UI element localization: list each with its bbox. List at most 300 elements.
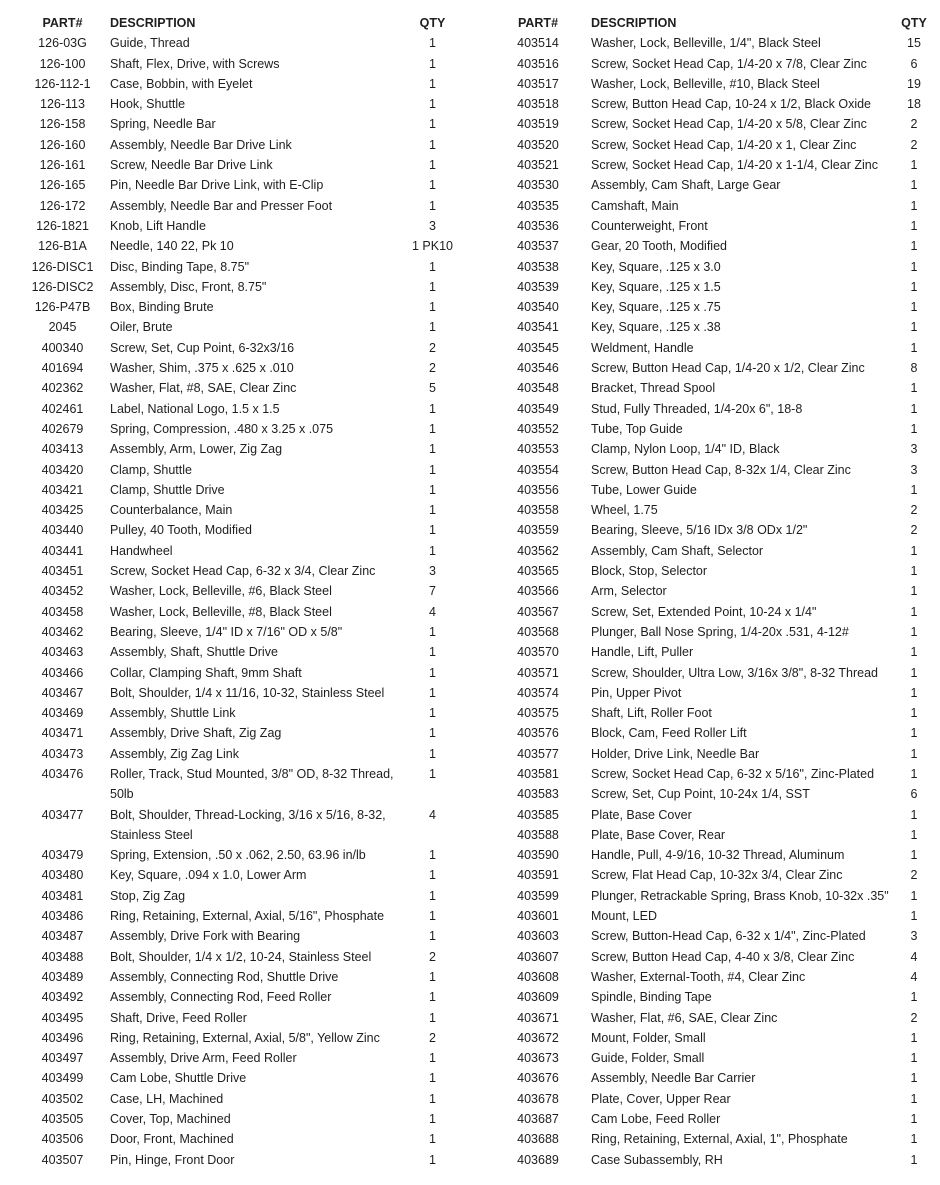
table-row bbox=[508, 175, 932, 195]
part-qty: 1 bbox=[429, 259, 436, 274]
part-qty: 1 bbox=[910, 645, 918, 660]
part-number: 126-161 bbox=[39, 158, 86, 173]
part-description: Handwheel bbox=[110, 543, 173, 558]
part-description: Cover, Top, Machined bbox=[110, 1112, 231, 1127]
part-qty: 1 bbox=[429, 990, 436, 1005]
table-row bbox=[508, 663, 932, 683]
table-row bbox=[30, 663, 455, 683]
part-number: 126-160 bbox=[39, 137, 86, 152]
part-description: Ring, Retaining, External, Axial, 5/16", Phosphate bbox=[110, 909, 385, 924]
part-qty: 1 bbox=[910, 584, 918, 599]
part-qty: 1 bbox=[429, 1091, 436, 1106]
part-qty: 2 bbox=[429, 1030, 436, 1045]
part-qty: 4 bbox=[429, 604, 436, 619]
part-qty: 7 bbox=[429, 584, 436, 599]
part-number: 403539 bbox=[517, 279, 559, 294]
part-qty: 1 bbox=[910, 848, 918, 863]
part-number: 403420 bbox=[41, 462, 84, 477]
table-row bbox=[30, 338, 455, 358]
table-row bbox=[30, 419, 455, 439]
part-description: Key, Square, .125 x 3.0 bbox=[591, 259, 721, 274]
header-qty: QTY bbox=[419, 16, 446, 30]
part-qty: 2 bbox=[429, 949, 436, 964]
part-qty: 1 bbox=[429, 909, 436, 924]
table-row bbox=[30, 460, 455, 480]
part-qty: 8 bbox=[910, 361, 918, 376]
part-number: 403535 bbox=[517, 198, 559, 213]
table-row bbox=[508, 236, 932, 256]
part-description: Bolt, Shoulder, Thread-Locking, 3/16 x 5/16, 8-32, Stainless Steel bbox=[110, 807, 386, 842]
table-row bbox=[508, 764, 932, 784]
table-row bbox=[508, 541, 932, 561]
part-qty: 2 bbox=[910, 523, 918, 538]
part-description: Screw, Socket Head Cap, 1/4-20 x 1-1/4, Clear Zinc bbox=[591, 158, 878, 173]
table-row bbox=[30, 1109, 455, 1129]
part-description: Oiler, Brute bbox=[110, 320, 173, 335]
part-qty: 1 bbox=[429, 401, 436, 416]
table-row bbox=[508, 1150, 932, 1170]
part-description: Assembly, Shaft, Shuttle Drive bbox=[110, 645, 278, 660]
part-number: 403519 bbox=[517, 117, 559, 132]
part-description: Knob, Lift Handle bbox=[110, 218, 206, 233]
part-qty: 1 bbox=[910, 1030, 918, 1045]
part-description: Washer, Lock, Belleville, 1/4", Black Steel bbox=[591, 36, 821, 51]
part-description: Plunger, Retrackable Spring, Brass Knob, 10-32x .35" bbox=[591, 888, 889, 903]
part-description: Gear, 20 Tooth, Modified bbox=[591, 239, 727, 254]
part-number: 403514 bbox=[517, 36, 559, 51]
part-qty: 15 bbox=[907, 36, 921, 51]
part-qty: 1 bbox=[910, 990, 918, 1005]
part-number: 403458 bbox=[41, 604, 84, 619]
table-row bbox=[508, 886, 932, 906]
part-number: 403590 bbox=[517, 848, 559, 863]
part-number: 403607 bbox=[517, 949, 559, 964]
table-row bbox=[508, 33, 932, 53]
part-description: Assembly, Connecting Rod, Shuttle Drive bbox=[110, 969, 339, 984]
table-row bbox=[508, 947, 932, 967]
part-qty: 1 bbox=[910, 665, 918, 680]
part-description: Screw, Flat Head Cap, 10-32x 3/4, Clear Zinc bbox=[591, 868, 843, 883]
part-description: Screw, Socket Head Cap, 1/4-20 x 7/8, Clear Zinc bbox=[591, 56, 867, 71]
part-number: 403565 bbox=[517, 564, 559, 579]
part-qty: 1 bbox=[910, 1132, 918, 1147]
part-number: 402461 bbox=[41, 401, 84, 416]
part-number: 403497 bbox=[41, 1051, 84, 1066]
part-qty: 1 bbox=[429, 198, 436, 213]
part-number: 403463 bbox=[41, 645, 84, 660]
part-description: Tube, Top Guide bbox=[591, 421, 683, 436]
part-qty: 2 bbox=[910, 503, 918, 518]
part-number: 403517 bbox=[517, 76, 559, 91]
part-number: 403554 bbox=[517, 462, 559, 477]
table-row bbox=[508, 439, 932, 459]
part-description: Pin, Upper Pivot bbox=[591, 685, 682, 700]
part-qty: 1 bbox=[910, 178, 918, 193]
part-number: 126-100 bbox=[39, 56, 86, 71]
part-qty: 2 bbox=[910, 1010, 918, 1025]
part-description: Pulley, 40 Tooth, Modified bbox=[110, 523, 252, 538]
part-number: 403571 bbox=[517, 665, 559, 680]
part-number: 403678 bbox=[517, 1091, 559, 1106]
part-number: 126-158 bbox=[39, 117, 86, 132]
table-row bbox=[30, 886, 455, 906]
part-description: Spindle, Binding Tape bbox=[591, 990, 712, 1005]
part-qty: 1 bbox=[429, 117, 436, 132]
table-row bbox=[508, 358, 932, 378]
part-number: 403687 bbox=[517, 1112, 559, 1127]
part-description: Handle, Pull, 4-9/16, 10-32 Thread, Aluminum bbox=[591, 848, 845, 863]
part-description: Cam Lobe, Feed Roller bbox=[591, 1112, 721, 1127]
part-number: 403553 bbox=[517, 442, 559, 457]
table-row bbox=[508, 845, 932, 865]
part-qty: 1 bbox=[429, 320, 436, 335]
table-row bbox=[508, 744, 932, 764]
part-number: 401694 bbox=[41, 361, 84, 376]
part-number: 403502 bbox=[41, 1091, 84, 1106]
table-row bbox=[508, 622, 932, 642]
part-description: Spring, Extension, .50 x .062, 2.50, 63.96 in/lb bbox=[110, 848, 366, 863]
table-row bbox=[30, 297, 455, 317]
part-number: 403518 bbox=[517, 97, 559, 112]
part-qty: 1 bbox=[429, 746, 436, 761]
table-row bbox=[508, 723, 932, 743]
part-number: 403506 bbox=[41, 1132, 84, 1147]
table-row bbox=[508, 480, 932, 500]
table-row bbox=[30, 764, 455, 805]
part-number: 126-113 bbox=[40, 97, 85, 112]
part-description: Cam Lobe, Shuttle Drive bbox=[110, 1071, 247, 1086]
part-description: Arm, Selector bbox=[591, 584, 667, 599]
part-number: 403583 bbox=[517, 787, 559, 802]
part-description: Key, Square, .094 x 1.0, Lower Arm bbox=[110, 868, 307, 883]
table-row bbox=[508, 297, 932, 317]
table-row bbox=[30, 1089, 455, 1109]
part-number: 2045 bbox=[48, 320, 77, 335]
part-description: Key, Square, .125 x .38 bbox=[591, 320, 721, 335]
table-header-row bbox=[508, 13, 932, 33]
table-row bbox=[508, 703, 932, 723]
part-qty: 1 bbox=[429, 1132, 436, 1147]
part-number: 403538 bbox=[517, 259, 559, 274]
part-qty: 1 bbox=[429, 442, 436, 457]
table-header-row bbox=[30, 13, 455, 33]
part-number: 403495 bbox=[41, 1010, 84, 1025]
part-description: Washer, Lock, Belleville, #10, Black Steel bbox=[591, 76, 820, 91]
part-number: 403599 bbox=[517, 888, 559, 903]
table-row bbox=[508, 1028, 932, 1048]
part-qty: 1 bbox=[910, 218, 918, 233]
part-number: 403545 bbox=[517, 340, 559, 355]
part-number: 402679 bbox=[41, 421, 84, 436]
part-qty: 1 bbox=[910, 909, 918, 924]
part-number: 403556 bbox=[517, 482, 559, 497]
part-number: 403688 bbox=[517, 1132, 559, 1147]
part-number: 403473 bbox=[41, 746, 84, 761]
part-description: Bolt, Shoulder, 1/4 x 11/16, 10-32, Stainless Steel bbox=[110, 685, 385, 700]
part-number: 403466 bbox=[41, 665, 84, 680]
part-qty: 1 bbox=[910, 726, 918, 741]
table-row bbox=[508, 906, 932, 926]
part-number: 403441 bbox=[41, 543, 84, 558]
part-number: 403672 bbox=[517, 1030, 559, 1045]
part-number: 403673 bbox=[517, 1051, 559, 1066]
table-row bbox=[508, 825, 932, 845]
table-row bbox=[30, 358, 455, 378]
part-description: Block, Cam, Feed Roller Lift bbox=[591, 726, 747, 741]
part-qty: 1 bbox=[429, 158, 436, 173]
table-row bbox=[30, 500, 455, 520]
table-row bbox=[30, 723, 455, 743]
part-number: 403481 bbox=[41, 888, 84, 903]
table-row bbox=[30, 216, 455, 236]
part-number: 403421 bbox=[41, 482, 84, 497]
part-number: 403552 bbox=[517, 421, 559, 436]
table-row bbox=[508, 419, 932, 439]
part-qty: 1 bbox=[429, 76, 436, 91]
part-qty: 1 bbox=[429, 543, 436, 558]
table-row bbox=[30, 399, 455, 419]
table-row bbox=[30, 744, 455, 764]
table-row bbox=[508, 317, 932, 337]
part-qty: 1 bbox=[910, 340, 918, 355]
table-row bbox=[508, 196, 932, 216]
part-qty: 6 bbox=[910, 56, 918, 71]
part-qty: 1 bbox=[910, 1071, 918, 1086]
table-body-right bbox=[508, 33, 932, 1170]
part-description: Box, Binding Brute bbox=[110, 300, 214, 315]
part-qty: 1 bbox=[429, 624, 436, 639]
part-description: Case, LH, Machined bbox=[110, 1091, 224, 1106]
part-number: 403548 bbox=[517, 381, 559, 396]
part-description: Wheel, 1.75 bbox=[591, 503, 658, 518]
part-description: Guide, Thread bbox=[110, 36, 190, 51]
part-description: Bearing, Sleeve, 5/16 IDx 3/8 ODx 1/2" bbox=[591, 523, 808, 538]
part-description: Case Subassembly, RH bbox=[591, 1152, 723, 1167]
part-number: 403540 bbox=[517, 300, 559, 315]
part-description: Assembly, Needle Bar and Presser Foot bbox=[110, 198, 333, 213]
part-description: Screw, Socket Head Cap, 6-32 x 3/4, Clear Zinc bbox=[110, 564, 376, 579]
part-number: 400340 bbox=[41, 340, 84, 355]
table-row bbox=[30, 1129, 455, 1149]
part-number: 403549 bbox=[517, 401, 559, 416]
part-qty: 1 bbox=[429, 421, 436, 436]
table-row bbox=[508, 520, 932, 540]
part-qty: 1 bbox=[910, 1051, 918, 1066]
part-description: Washer, Flat, #8, SAE, Clear Zinc bbox=[110, 381, 297, 396]
table-row bbox=[508, 805, 932, 825]
part-qty: 1 bbox=[429, 766, 436, 781]
part-description: Screw, Button Head Cap, 8-32x 1/4, Clear Zinc bbox=[591, 462, 851, 477]
table-row bbox=[30, 1008, 455, 1028]
table-row bbox=[30, 1028, 455, 1048]
part-qty: 1 bbox=[910, 706, 918, 721]
part-description: Holder, Drive Link, Needle Bar bbox=[591, 746, 760, 761]
table-row bbox=[508, 1048, 932, 1068]
part-description: Shaft, Drive, Feed Roller bbox=[110, 1010, 247, 1025]
part-number: 403570 bbox=[517, 645, 559, 660]
part-number: 403471 bbox=[41, 726, 84, 741]
table-row bbox=[508, 642, 932, 662]
part-qty: 3 bbox=[910, 929, 918, 944]
part-description: Clamp, Shuttle bbox=[110, 462, 192, 477]
part-number: 126-03G bbox=[38, 36, 87, 51]
part-description: Assembly, Cam Shaft, Large Gear bbox=[591, 178, 781, 193]
part-qty: 1 bbox=[429, 137, 436, 152]
part-description: Label, National Logo, 1.5 x 1.5 bbox=[110, 401, 280, 416]
table-row bbox=[30, 317, 455, 337]
table-row bbox=[30, 520, 455, 540]
part-description: Plate, Cover, Upper Rear bbox=[591, 1091, 731, 1106]
part-number: 403467 bbox=[41, 685, 84, 700]
table-row bbox=[30, 622, 455, 642]
part-description: Collar, Clamping Shaft, 9mm Shaft bbox=[110, 665, 302, 680]
part-qty: 4 bbox=[910, 949, 918, 964]
part-description: Plate, Base Cover bbox=[591, 807, 692, 822]
part-qty: 1 bbox=[910, 807, 918, 822]
part-number: 403496 bbox=[41, 1030, 84, 1045]
part-qty: 1 bbox=[910, 421, 918, 436]
part-number: 403516 bbox=[517, 56, 559, 71]
table-row bbox=[508, 581, 932, 601]
part-description: Plate, Base Cover, Rear bbox=[591, 827, 726, 842]
table-row bbox=[508, 460, 932, 480]
table-row bbox=[30, 135, 455, 155]
part-number: 403575 bbox=[517, 706, 559, 721]
part-number: 403477 bbox=[41, 807, 84, 822]
table-row bbox=[30, 561, 455, 581]
table-row bbox=[508, 135, 932, 155]
part-qty: 5 bbox=[429, 381, 436, 396]
part-number: 403671 bbox=[517, 1010, 559, 1025]
part-description: Screw, Needle Bar Drive Link bbox=[110, 158, 273, 173]
part-number: 403601 bbox=[517, 909, 559, 924]
part-description: Bracket, Thread Spool bbox=[591, 381, 716, 396]
part-description: Spring, Compression, .480 x 3.25 x .075 bbox=[110, 421, 334, 436]
table-row bbox=[30, 906, 455, 926]
part-number: 403585 bbox=[517, 807, 559, 822]
part-qty: 2 bbox=[910, 868, 918, 883]
part-description: Key, Square, .125 x 1.5 bbox=[591, 279, 721, 294]
part-number: 403530 bbox=[517, 178, 559, 193]
part-qty: 1 bbox=[429, 1112, 436, 1127]
part-number: 403413 bbox=[41, 442, 84, 457]
part-number: 403689 bbox=[517, 1152, 559, 1167]
part-description: Clamp, Nylon Loop, 1/4" ID, Black bbox=[591, 442, 780, 457]
part-number: 403479 bbox=[41, 848, 84, 863]
part-description: Disc, Binding Tape, 8.75" bbox=[110, 259, 250, 274]
table-row bbox=[508, 1109, 932, 1129]
part-number: 126-165 bbox=[39, 178, 86, 193]
part-qty: 1 bbox=[910, 401, 918, 416]
part-description: Assembly, Drive Arm, Feed Roller bbox=[110, 1051, 297, 1066]
part-number: 126-DISC2 bbox=[31, 279, 94, 294]
part-qty: 6 bbox=[910, 787, 918, 802]
part-qty: 1 bbox=[429, 462, 436, 477]
part-qty: 1 bbox=[910, 1112, 918, 1127]
part-qty: 1 bbox=[429, 1010, 436, 1025]
part-qty: 1 bbox=[910, 685, 918, 700]
part-number: 403546 bbox=[517, 361, 559, 376]
part-number: 403566 bbox=[517, 584, 559, 599]
table-row bbox=[508, 500, 932, 520]
part-qty: 1 bbox=[429, 868, 436, 883]
part-description: Counterbalance, Main bbox=[110, 503, 233, 518]
part-qty: 4 bbox=[429, 807, 436, 822]
table-row bbox=[508, 277, 932, 297]
part-number: 403558 bbox=[517, 503, 559, 518]
part-qty: 1 bbox=[429, 97, 436, 112]
part-qty: 4 bbox=[910, 969, 918, 984]
part-description: Screw, Button-Head Cap, 6-32 x 1/4", Zinc-Plated bbox=[591, 929, 866, 944]
part-description: Door, Front, Machined bbox=[110, 1132, 234, 1147]
part-number: 403537 bbox=[517, 239, 559, 254]
part-number: 402362 bbox=[41, 381, 84, 396]
table-row bbox=[30, 541, 455, 561]
table-row bbox=[30, 175, 455, 195]
table-row bbox=[508, 926, 932, 946]
part-qty: 1 bbox=[910, 766, 918, 781]
table-row bbox=[508, 257, 932, 277]
part-number: 403476 bbox=[41, 766, 84, 781]
part-description: Ring, Retaining, External, Axial, 5/8", Yellow Zinc bbox=[110, 1030, 380, 1045]
table-row bbox=[30, 683, 455, 703]
part-number: 403489 bbox=[41, 969, 84, 984]
header-description: DESCRIPTION bbox=[110, 16, 196, 30]
part-description: Weldment, Handle bbox=[591, 340, 694, 355]
part-description: Washer, Flat, #6, SAE, Clear Zinc bbox=[591, 1010, 778, 1025]
table-row bbox=[30, 947, 455, 967]
part-number: 403567 bbox=[517, 604, 559, 619]
part-qty: 1 bbox=[429, 848, 436, 863]
part-description: Shaft, Flex, Drive, with Screws bbox=[110, 56, 280, 71]
part-qty: 2 bbox=[429, 361, 436, 376]
part-description: Washer, Shim, .375 x .625 x .010 bbox=[110, 361, 294, 376]
table-row bbox=[30, 602, 455, 622]
table-row bbox=[30, 439, 455, 459]
table-row bbox=[508, 602, 932, 622]
part-qty: 1 bbox=[910, 381, 918, 396]
part-qty: 1 bbox=[910, 543, 918, 558]
part-description: Mount, Folder, Small bbox=[591, 1030, 706, 1045]
table-row bbox=[30, 967, 455, 987]
part-description: Assembly, Arm, Lower, Zig Zag bbox=[110, 442, 283, 457]
part-number: 403480 bbox=[41, 868, 84, 883]
part-description: Bearing, Sleeve, 1/4" ID x 7/16" OD x 5/8" bbox=[110, 624, 343, 639]
part-number: 403469 bbox=[41, 706, 84, 721]
table-row bbox=[30, 54, 455, 74]
part-number: 403499 bbox=[41, 1071, 84, 1086]
table-row bbox=[30, 378, 455, 398]
part-qty: 1 bbox=[910, 604, 918, 619]
part-number: 403451 bbox=[41, 564, 84, 579]
part-qty: 1 bbox=[429, 726, 436, 741]
table-row bbox=[30, 642, 455, 662]
part-qty: 1 bbox=[429, 1152, 436, 1167]
part-qty: 1 bbox=[910, 320, 918, 335]
part-qty: 1 bbox=[910, 1091, 918, 1106]
part-qty: 1 bbox=[429, 645, 436, 660]
part-qty: 1 bbox=[429, 685, 436, 700]
header-description: DESCRIPTION bbox=[591, 16, 677, 30]
part-description: Assembly, Cam Shaft, Selector bbox=[591, 543, 764, 558]
part-description: Guide, Folder, Small bbox=[591, 1051, 705, 1066]
part-description: Screw, Set, Extended Point, 10-24 x 1/4" bbox=[591, 604, 817, 619]
part-number: 403559 bbox=[517, 523, 559, 538]
part-description: Screw, Socket Head Cap, 1/4-20 x 1, Clear Zinc bbox=[591, 137, 857, 152]
part-qty: 18 bbox=[907, 97, 921, 112]
part-qty: 1 bbox=[429, 482, 436, 497]
table-body-left bbox=[30, 33, 455, 1170]
